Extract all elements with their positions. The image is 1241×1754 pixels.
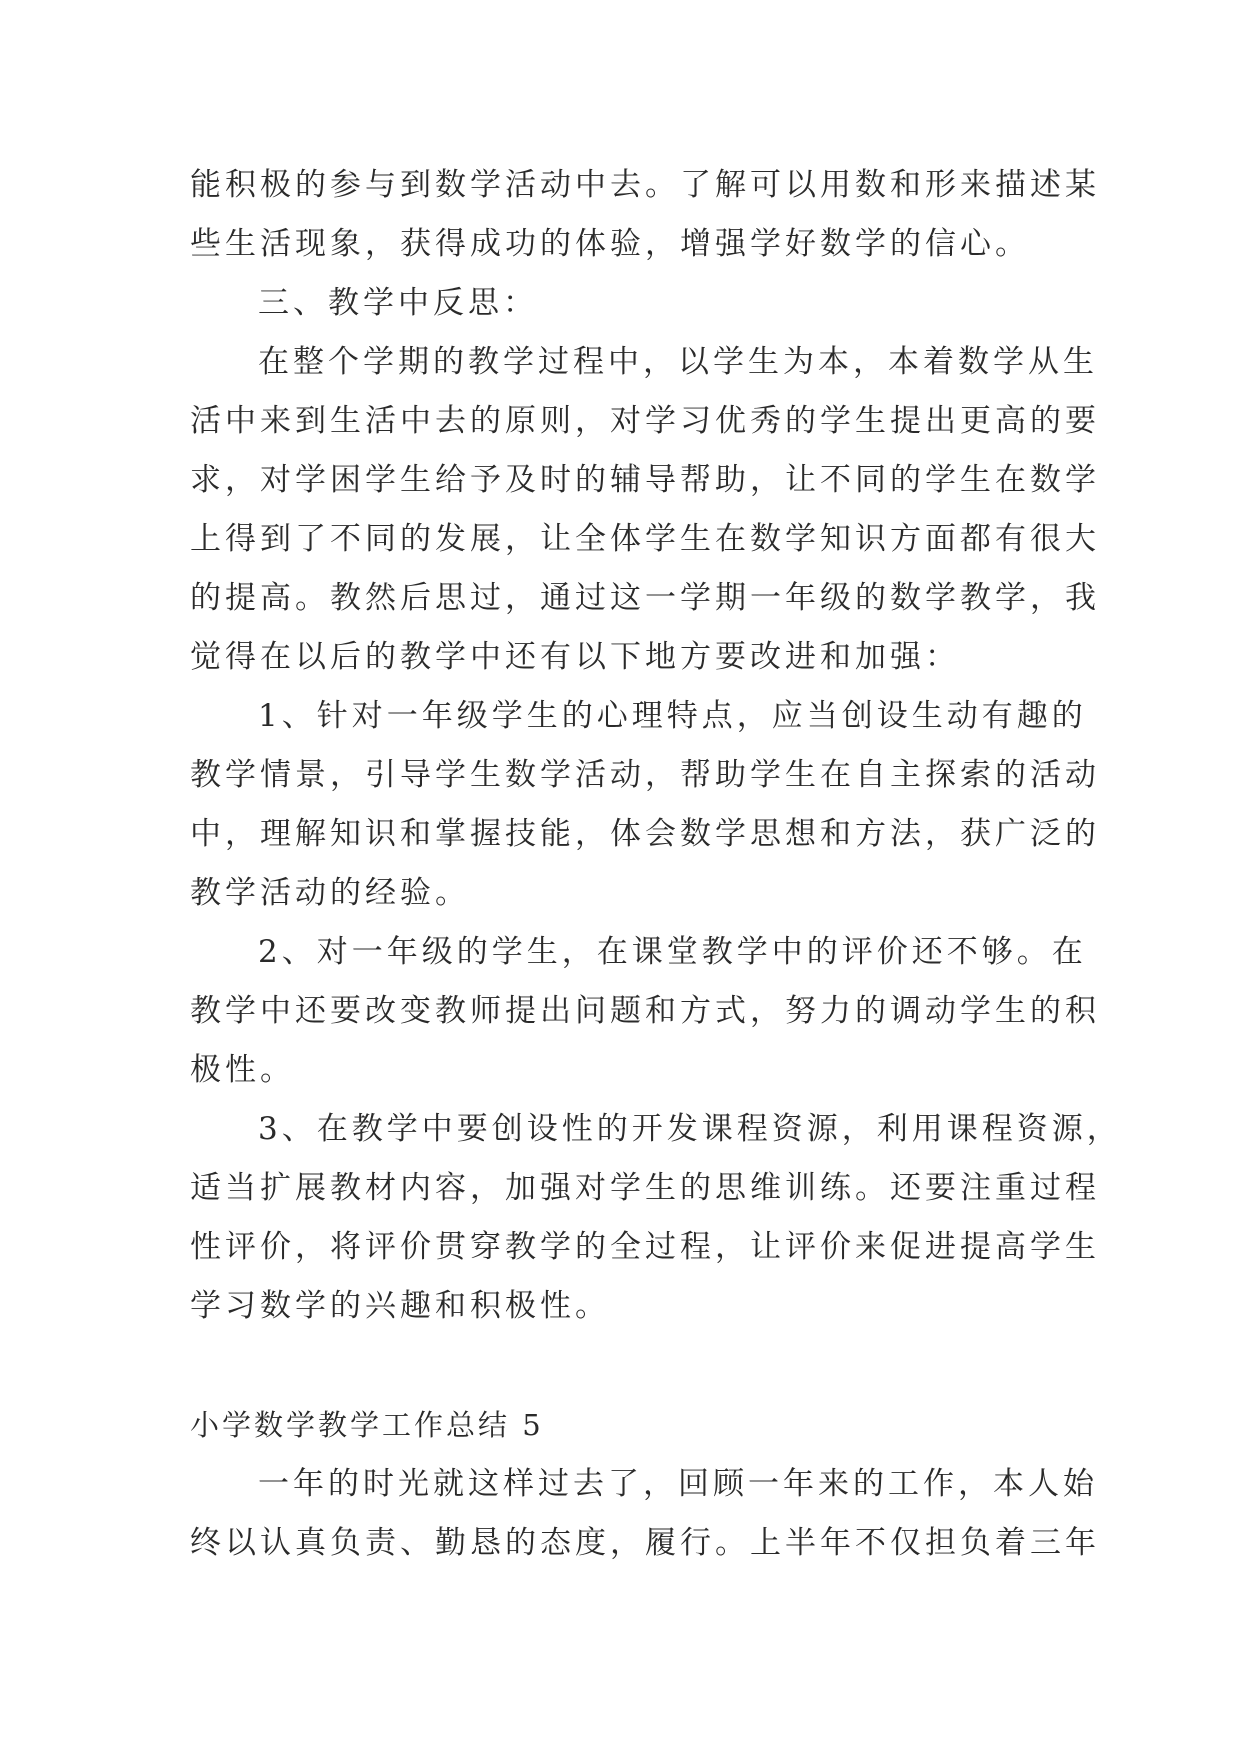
text-line: 终以认真负责、勤恳的态度，履行。上半年不仅担负着三年 <box>190 1525 1100 1561</box>
list-item-3 <box>190 1100 1122 1336</box>
text-line: 教学活动的经验。 <box>190 875 470 911</box>
section-heading-reflection: 三、教学中反思： <box>258 285 538 321</box>
text-line: 在整个学期的教学过程中，以学生为本，本着数学从生 <box>258 344 1098 380</box>
paragraph-section5 <box>190 1455 1100 1573</box>
text-line: 教学中还要改变教师提出问题和方式，努力的调动学生的积 <box>190 993 1100 1029</box>
text-line: 能积极的参与到数学活动中去。了解可以用数和形来描述某 <box>190 167 1100 203</box>
text-line: 觉得在以后的教学中还有以下地方要改进和加强： <box>190 639 960 675</box>
text-line: 一年的时光就这样过去了，回顾一年来的工作，本人始 <box>258 1466 1098 1502</box>
text-line: 性评价，将评价贯穿教学的全过程，让评价来促进提高学生 <box>190 1229 1100 1265</box>
paragraph-reflection <box>190 333 1100 687</box>
text-line: 2、对一年级的学生，在课堂教学中的评价还不够。在 <box>258 934 1087 970</box>
text-line: 的提高。教然后思过，通过这一学期一年级的数学教学，我 <box>190 580 1100 616</box>
section-spacer <box>190 1336 1050 1396</box>
paragraph-continuation <box>190 156 1100 274</box>
list-item-2 <box>190 923 1100 1100</box>
text-line: 学习数学的兴趣和积极性。 <box>190 1288 610 1324</box>
text-line: 些生活现象，获得成功的体验，增强学好数学的信心。 <box>190 226 1030 262</box>
text-line: 求，对学困学生给予及时的辅导帮助，让不同的学生在数学 <box>190 462 1100 498</box>
document-body <box>190 156 1122 1573</box>
text-line: 极性。 <box>190 1052 295 1088</box>
text-line: 上得到了不同的发展，让全体学生在数学知识方面都有很大 <box>190 521 1100 557</box>
section-title: 小学数学教学工作总结 5 <box>190 1408 544 1442</box>
text-line: 中，理解知识和掌握技能，体会数学思想和方法，获广泛的 <box>190 816 1100 852</box>
text-line: 活中来到生活中去的原则，对学习优秀的学生提出更高的要 <box>190 403 1100 439</box>
text-line: 教学情景，引导学生数学活动，帮助学生在自主探索的活动 <box>190 757 1100 793</box>
text-line: 3、在教学中要创设性的开发课程资源，利用课程资源， <box>258 1111 1122 1147</box>
list-item-1 <box>190 687 1100 923</box>
text-line: 适当扩展教材内容，加强对学生的思维训练。还要注重过程 <box>190 1170 1100 1206</box>
text-line: 1、针对一年级学生的心理特点，应当创设生动有趣的 <box>258 698 1087 734</box>
